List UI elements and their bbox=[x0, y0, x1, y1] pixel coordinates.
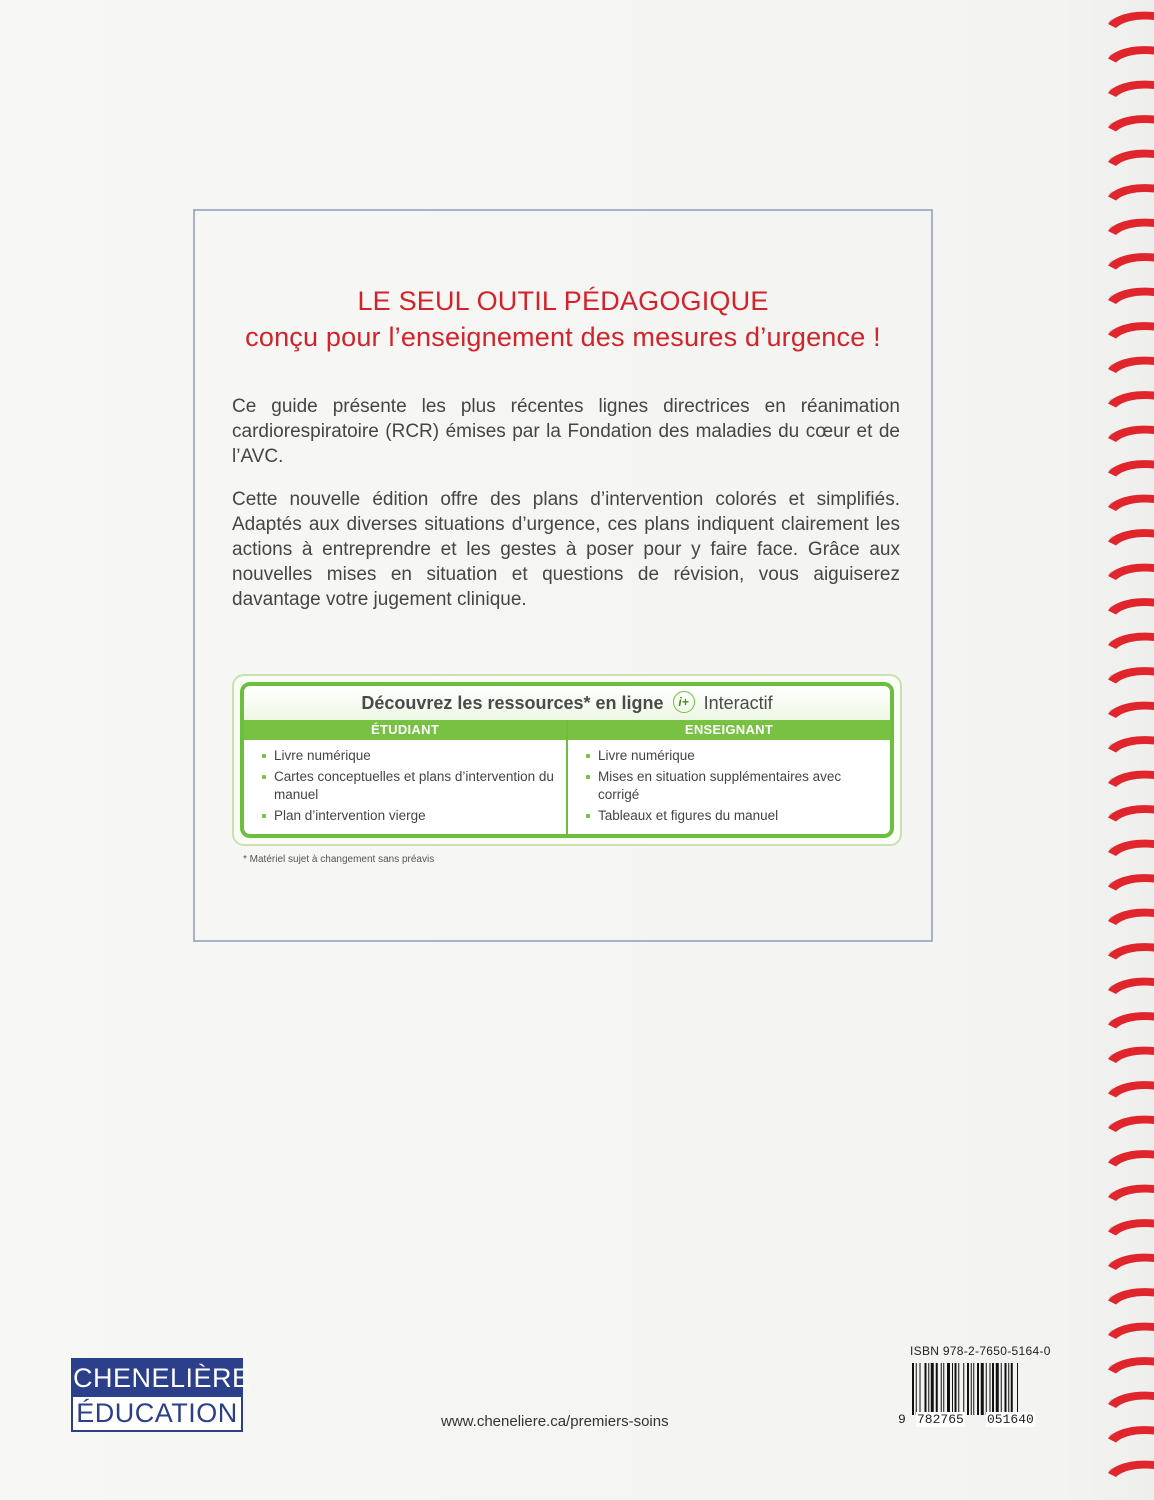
student-header: ÉTUDIANT bbox=[244, 720, 566, 740]
spiral-coil bbox=[1108, 702, 1154, 718]
spiral-coil bbox=[1108, 115, 1154, 131]
intro-paragraph: Ce guide présente les plus récentes lignes directrices en réanimation cardiorespiratoire (RCR) émises par la Fondation des maladies du cœur et de l’AVC. bbox=[232, 396, 900, 467]
list-item: Livre numérique bbox=[260, 747, 556, 765]
barcode-bar bbox=[1005, 1363, 1007, 1415]
student-column bbox=[244, 720, 566, 834]
barcode-digits-right: 051640 bbox=[987, 1412, 1034, 1427]
website-url: www.cheneliere.ca/premiers-soins bbox=[441, 1413, 669, 1430]
footnote: * Matériel sujet à changement sans préavis bbox=[243, 854, 435, 865]
barcode-bar bbox=[977, 1363, 979, 1415]
barcode-bar bbox=[992, 1363, 994, 1415]
spiral-coil bbox=[1108, 771, 1154, 787]
barcode-bar bbox=[971, 1363, 972, 1415]
spiral-coil bbox=[1108, 391, 1154, 407]
spiral-coil bbox=[1108, 1288, 1154, 1304]
spiral-coil bbox=[1108, 184, 1154, 200]
spiral-coil bbox=[1108, 667, 1154, 683]
barcode-bar bbox=[928, 1363, 929, 1415]
barcode-bar bbox=[943, 1363, 944, 1415]
spiral-coil bbox=[1108, 598, 1154, 614]
barcode-bar bbox=[920, 1363, 921, 1415]
spiral-coil bbox=[1108, 529, 1154, 545]
spiral-coil bbox=[1108, 495, 1154, 511]
spiral-coil bbox=[1108, 633, 1154, 649]
list-item: Cartes conceptuelles et plans d’intervention du manuel bbox=[260, 768, 556, 804]
spiral-coil bbox=[1108, 1081, 1154, 1097]
barcode-bar bbox=[912, 1363, 914, 1415]
barcode-bar bbox=[1008, 1363, 1009, 1415]
spiral-coil bbox=[1108, 219, 1154, 235]
publisher-logo-line-1: CHENELIÈRE bbox=[73, 1360, 241, 1397]
spiral-coil bbox=[1108, 322, 1154, 338]
list-item: Plan d’intervention vierge bbox=[260, 807, 556, 825]
headline bbox=[195, 283, 931, 355]
spiral-coil bbox=[1108, 1323, 1154, 1339]
spiral-coil bbox=[1108, 1116, 1154, 1132]
spiral-coil bbox=[1108, 564, 1154, 580]
spiral-coil bbox=[1108, 736, 1154, 752]
spiral-coil bbox=[1108, 1047, 1154, 1063]
spiral-coil bbox=[1108, 150, 1154, 166]
barcode-bar bbox=[967, 1363, 969, 1415]
barcode-bar bbox=[981, 1363, 984, 1415]
spiral-coil bbox=[1108, 1254, 1154, 1270]
spiral-binding bbox=[1100, 0, 1154, 1500]
spiral-coil bbox=[1108, 1012, 1154, 1028]
spiral-coil bbox=[1108, 1150, 1154, 1166]
resources-inner bbox=[240, 682, 894, 838]
barcode-bar bbox=[990, 1363, 991, 1415]
list-item: Mises en situation supplémentaires avec corrigé bbox=[584, 768, 880, 804]
barcode-bar bbox=[925, 1363, 927, 1415]
resources-title bbox=[244, 686, 890, 720]
spiral-coil bbox=[1108, 840, 1154, 856]
resources-box bbox=[232, 674, 902, 846]
barcode-bar bbox=[931, 1363, 934, 1415]
headline-line-1: LE SEUL OUTIL PÉDAGOGIQUE bbox=[357, 286, 769, 316]
spiral-coil bbox=[1108, 1392, 1154, 1408]
spiral-coil bbox=[1108, 81, 1154, 97]
content-frame bbox=[193, 209, 933, 942]
spiral-coil bbox=[1108, 909, 1154, 925]
spiral-coil bbox=[1108, 978, 1154, 994]
spiral-coil bbox=[1108, 1461, 1154, 1477]
barcode-bar bbox=[936, 1363, 938, 1415]
barcode-bar bbox=[952, 1363, 953, 1415]
list-item: Tableaux et figures du manuel bbox=[584, 807, 880, 825]
spiral-coil bbox=[1108, 12, 1154, 28]
interactive-icon: i+ bbox=[673, 691, 695, 713]
spiral-coil bbox=[1108, 1185, 1154, 1201]
publisher-logo bbox=[71, 1358, 251, 1432]
student-list bbox=[244, 740, 566, 825]
isbn-text: ISBN 978-2-7650-5164-0 bbox=[910, 1344, 1051, 1358]
barcode-bar bbox=[963, 1363, 964, 1415]
publisher-logo-line-2: ÉDUCATION bbox=[73, 1397, 241, 1430]
barcode-bar bbox=[1001, 1363, 1002, 1415]
barcode-digits-left: 782765 bbox=[917, 1412, 964, 1427]
resources-title-text: Découvrez les ressources* en ligne bbox=[361, 693, 664, 713]
barcode-bar bbox=[1017, 1363, 1018, 1415]
interactif-label: Interactif bbox=[703, 693, 773, 713]
headline-line-2: conçu pour l’enseignement des mesures d’urgence ! bbox=[245, 322, 881, 352]
teacher-column bbox=[566, 720, 890, 834]
spiral-coil bbox=[1108, 288, 1154, 304]
barcode-bar bbox=[986, 1363, 987, 1415]
spiral-coil bbox=[1108, 805, 1154, 821]
spiral-coil bbox=[1108, 357, 1154, 373]
barcode-bar bbox=[958, 1363, 959, 1415]
description-paragraph: Cette nouvelle édition offre des plans d’intervention colorés et simplifiés. Adaptés aux diverses situations d’urgence, ces plans indiquent clairement les actions à entreprendre et les gestes à poser pour y faire face. Grâce aux nouvelles mises en situation et questions de révision, vous aiguiserez davantage votre jugement clinique. bbox=[232, 489, 900, 610]
barcode-digit-first: 9 bbox=[898, 1412, 906, 1427]
barcode-bar bbox=[947, 1363, 950, 1415]
barcode-bar bbox=[941, 1363, 942, 1415]
spiral-coil bbox=[1108, 426, 1154, 442]
spiral-coil bbox=[1108, 460, 1154, 476]
barcode-bar bbox=[916, 1363, 917, 1415]
barcode-bar bbox=[955, 1363, 957, 1415]
spiral-coil bbox=[1108, 46, 1154, 62]
spiral-coil bbox=[1108, 943, 1154, 959]
barcode-bar bbox=[996, 1363, 999, 1415]
list-item: Livre numérique bbox=[584, 747, 880, 765]
resources-columns bbox=[244, 720, 890, 834]
spiral-coil bbox=[1108, 1426, 1154, 1442]
barcode-bar bbox=[1011, 1363, 1013, 1415]
teacher-header: ENSEIGNANT bbox=[568, 720, 890, 740]
teacher-list bbox=[568, 740, 890, 825]
spiral-coil bbox=[1108, 1219, 1154, 1235]
spiral-coil bbox=[1108, 1357, 1154, 1373]
spiral-coil bbox=[1108, 253, 1154, 269]
barcode-bar bbox=[973, 1363, 974, 1415]
spiral-coil bbox=[1108, 874, 1154, 890]
